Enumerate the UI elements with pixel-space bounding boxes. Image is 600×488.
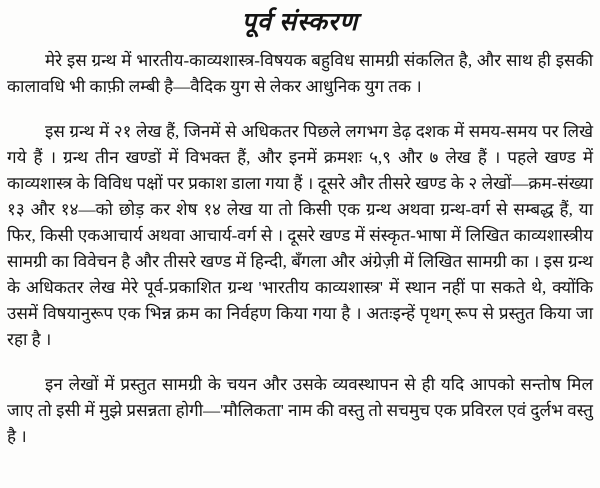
paragraph-closing: इन लेखों में प्रस्तुत सामग्री के चयन और उसके व्यवस्थापन से ही यदि आपको सन्तोष मिल जाए तो इसी में मुझे प्रसन्नता होगी—'मौलिकता' नाम की वस्तु तो सचमुच एक प्रविरल एवं दुर्लभ वस्तु है । [7,375,593,446]
paragraph-intro: मेरे इस ग्रन्थ में भारतीय-काव्यशास्त्र-विषयक बहुविध सामग्री संकलित है, और साथ ही इसकी कालावधि भी काफ़ी लम्बी है—वैदिक युग से लेकर आधुनिक युग तक । [7,51,593,96]
page-title: पूर्व संस्करण [241,9,359,36]
paragraph-contents: इस ग्रन्थ में २१ लेख हैं, जिनमें से अधिकतर पिछले लगभग डेढ़ दशक में समय-समय पर लिखे गये हैं । ग्रन्थ तीन खण्डों में विभक्त हैं, और इनमें क्रमशः ५,९ और ७ लेख हैं । पहले खण्ड में काव्यशास्त्र के विविध पक्षों पर प्रकाश डाला गया हैं । दूसरे और तीसरे खण्ड के २ लेखों—क्रम-संख्या १३ और १४—को छोड़ कर शेष १४ लेख या तो किसी एक ग्रन्थ अथवा ग्रन्थ-वर्ग से सम्बद्ध हैं, या फिर, किसी एकआचार्य अथवा आचार्य-वर्ग से । दूसरे खण्ड में संस्कृत-भाषा में लिखित काव्यशास्त्रीय सामग्री का विवेचन है और तीसरे खण्ड में हिन्दी, बँगला और अंग्रेज़ी में लिखित सामग्री का । इस ग्रन्थ के अधिकतर लेख मेरे पूर्व-प्रकाशित ग्रन्थ 'भारतीय काव्यशास्त्र' में स्थान नहीं पा सकते थे, क्योंकि उसमें विषयानुरूप एक भिन्न क्रम का निर्वहण किया गया है । अतःइन्हें पृथग् रूप से प्रस्तुत किया जा रहा है । [7,122,593,349]
